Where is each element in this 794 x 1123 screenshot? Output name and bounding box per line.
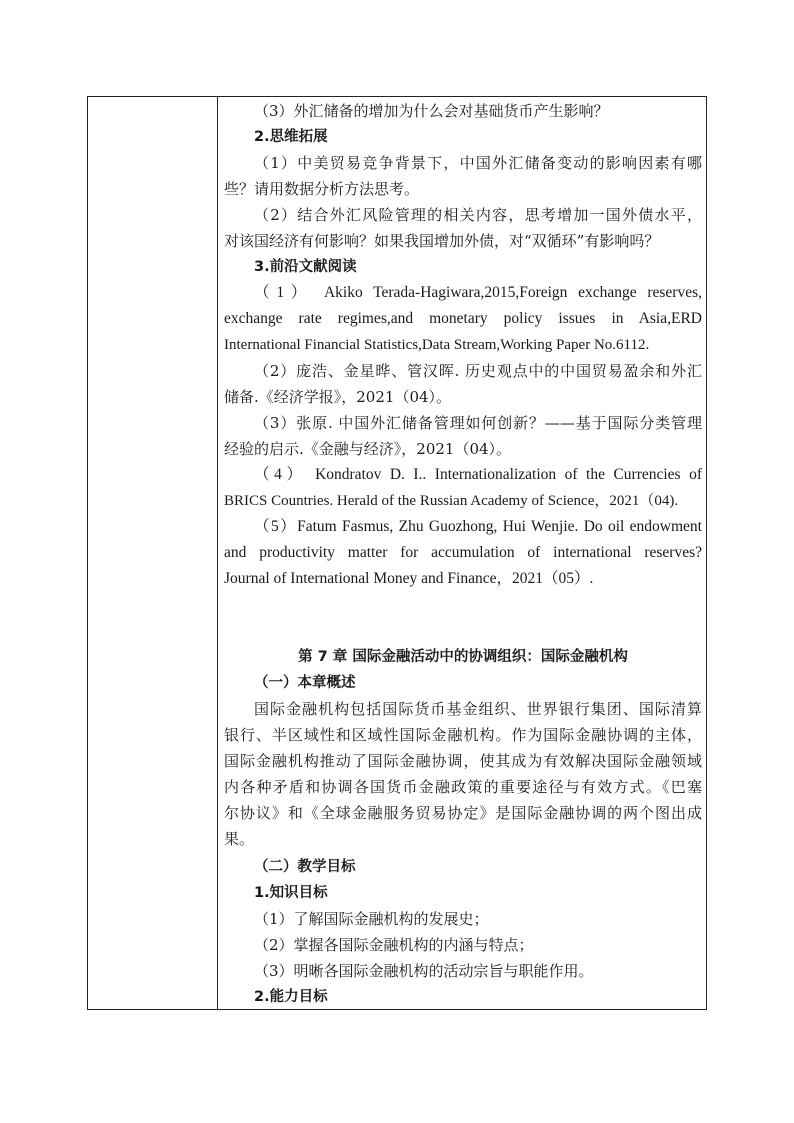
list-item: （3）明晰各国际金融机构的活动宗旨与职能作用。 [254, 962, 594, 980]
reference-line: BRICS Countries. Herald of the Russian Academy of Science，2021（04). [224, 493, 679, 509]
text-line: 内各种矛盾和协调各国货币金融政策的重要途径与有效方式。《巴塞 [224, 778, 702, 796]
reference-line: International Financial Statistics,Data Stream,Working Paper No.6112. [224, 337, 650, 353]
reference-line: 经验的启示.《金融与经济》，2021（04）。 [224, 440, 512, 458]
section-heading: 2.能力目标 [254, 989, 328, 1005]
section-heading: 2.思维拓展 [254, 129, 328, 145]
text-line: （3）外汇储备的增加为什么会对基础货币产生影响？ [254, 102, 609, 120]
text-line: 国际金融机构包括国际货币基金组织、世界银行集团、国际清算 [254, 700, 702, 718]
reference-line: （5）Fatum Fasmus, Zhu Guozhong, Hui Wenjie. Do oil endowment [254, 518, 702, 535]
section-heading: 1.知识目标 [254, 885, 328, 901]
reference-line: （1） Akiko Terada-Hagiwara,2015,Foreign exchange reserves, [254, 284, 702, 301]
text-line: （1）中美贸易竞争背景下，中国外汇储备变动的影响因素有哪 [254, 154, 702, 172]
reference-line: （4） Kondratov D. I.. Internationalization of the Currencies of [254, 466, 702, 483]
chapter-title: 第 7 章 国际金融活动中的协调组织：国际金融机构 [298, 649, 628, 665]
reference-line: （3）张原. 中国外汇储备管理如何创新？——基于国际分类管理 [254, 414, 702, 432]
reference-line: 储备.《经济学报》，2021（04）。 [224, 388, 452, 406]
table-left-column [88, 97, 218, 1009]
section-heading: 3.前沿文献阅读 [254, 259, 357, 275]
section-heading: （一）本章概述 [254, 675, 356, 691]
list-item: （1）了解国际金融机构的发展史； [254, 910, 489, 928]
reference-line: Journal of International Money and Finance，2021（05）. [224, 570, 594, 587]
document-table [87, 96, 707, 1010]
list-item: （2）掌握各国际金融机构的内涵与特点； [254, 936, 534, 954]
text-line: （2）结合外汇风险管理的相关内容，思考增加一国外债水平， [254, 206, 702, 224]
text-line: 银行、半区域性和区域性国际金融机构。作为国际金融协调的主体， [224, 726, 702, 744]
reference-line: exchange rate regimes,and monetary policy issues in Asia,ERD [224, 310, 702, 327]
text-line: 国际金融机构推动了国际金融协调，使其成为有效解决国际金融领域 [224, 752, 702, 770]
text-line: 尔协议》和《全球金融服务贸易协定》是国际金融协调的两个图出成 [224, 804, 702, 822]
reference-line: （2）庞浩、金星晔、管汉晖. 历史观点中的中国贸易盈余和外汇 [254, 362, 702, 380]
reference-line: and productivity matter for accumulation of international reserves? [224, 544, 702, 561]
text-line: 果。 [224, 830, 255, 848]
text-line: 些？请用数据分析方法思考。 [224, 180, 420, 198]
text-line: 对该国经济有何影响？如果我国增加外债，对“双循环”有影响吗？ [224, 232, 660, 250]
section-heading: （二）教学目标 [254, 859, 356, 875]
